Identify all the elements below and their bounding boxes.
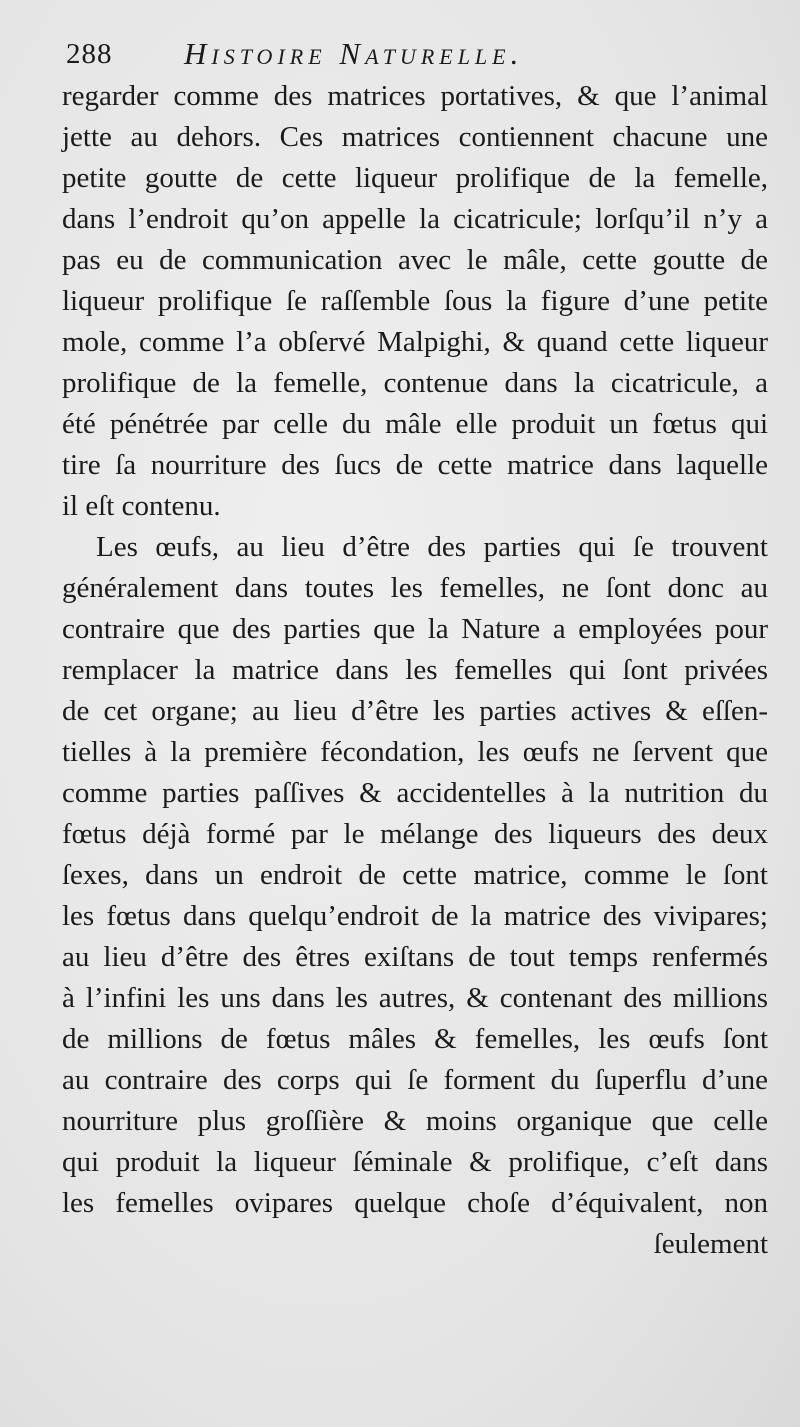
text-line: pas eu de communication avec le mâle, cette goutte de: [62, 244, 768, 276]
text-line: ſexes, dans un endroit de cette matrice, comme le ſont: [62, 859, 768, 891]
text-line: au lieu d’être des êtres exiſtans de tout temps renfermés: [62, 941, 768, 973]
text-line: les femelles ovipares quelque choſe d’équivalent, non: [62, 1187, 768, 1219]
text-line: à l’infini les uns dans les autres, & contenant des millions: [62, 982, 768, 1014]
text-line: il eſt contenu.: [62, 490, 221, 522]
text-line: de cet organe; au lieu d’être les parties actives & eſſen-: [62, 695, 768, 727]
catchword: ſeulement: [653, 1228, 768, 1260]
text-line: mole, comme l’a obſervé Malpighi, & quand cette liqueur: [62, 326, 768, 358]
text-line: tire ſa nourriture des ſucs de cette matrice dans laquelle: [62, 449, 768, 481]
text-line: de millions de fœtus mâles & femelles, les œufs ſont: [62, 1023, 768, 1055]
text-line: généralement dans toutes les femelles, ne ſont donc au: [62, 572, 768, 604]
text-line: remplacer la matrice dans les femelles qui ſont privées: [62, 654, 768, 686]
text-line: fœtus déjà formé par le mélange des liqueurs des deux: [62, 818, 768, 850]
text-line: Les œufs, au lieu d’être des parties qui ſe trouvent: [96, 531, 768, 563]
text-line: contraire que des parties que la Nature a employées pour: [62, 613, 768, 645]
text-line: les fœtus dans quelqu’endroit de la matrice des vivipares;: [62, 900, 768, 932]
body-text: [62, 76, 768, 1265]
text-line: prolifique de la femelle, contenue dans la cicatricule, a: [62, 367, 768, 399]
page-header: [66, 30, 766, 80]
text-line: regarder comme des matrices portatives, & que l’animal: [62, 80, 768, 112]
text-line: été pénétrée par celle du mâle elle produit un fœtus qui: [62, 408, 768, 440]
text-line: qui produit la liqueur ſéminale & prolifique, c’eſt dans: [62, 1146, 768, 1178]
running-title: Histoire Naturelle.: [184, 36, 524, 71]
text-line: jette au dehors. Ces matrices contiennent chacune une: [62, 121, 768, 153]
text-line: au contraire des corps qui ſe forment du ſuperflu d’une: [62, 1064, 768, 1096]
text-line: dans l’endroit qu’on appelle la cicatricule; lorſqu’il n’y a: [62, 203, 768, 235]
page-number: 288: [66, 38, 113, 70]
text-line: petite goutte de cette liqueur prolifique de la femelle,: [62, 162, 768, 194]
text-line: comme parties paſſives & accidentelles à la nutrition du: [62, 777, 768, 809]
text-line: liqueur prolifique ſe raſſemble ſous la figure d’une petite: [62, 285, 768, 317]
text-line: nourriture plus groſſière & moins organique que celle: [62, 1105, 768, 1137]
text-line: tielles à la première fécondation, les œufs ne ſervent que: [62, 736, 768, 768]
